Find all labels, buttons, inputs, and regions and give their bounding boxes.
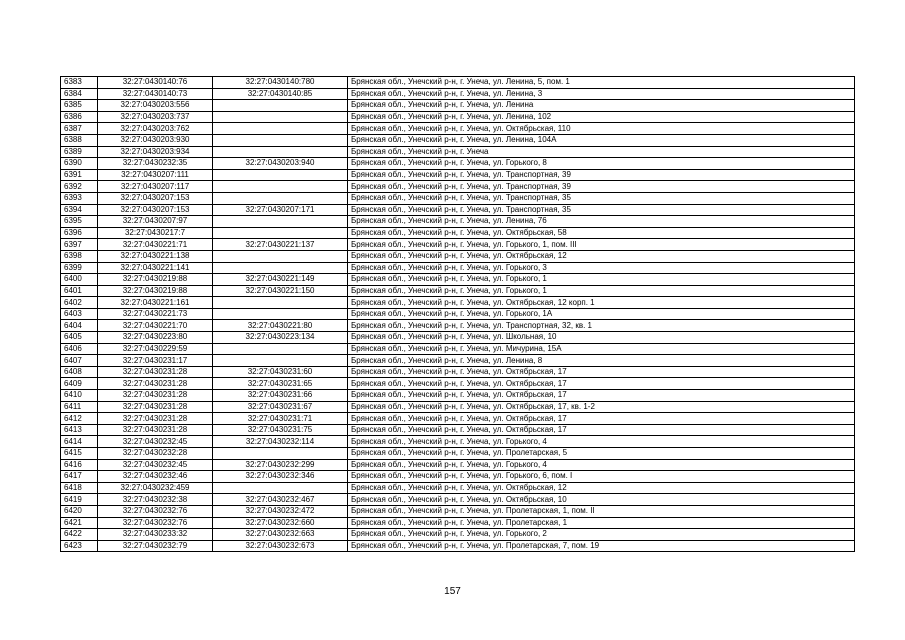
table-row	[61, 390, 855, 402]
address-cell: Брянская обл., Унечский р-н, г. Унеча, ул. Октябрьская, 12	[348, 250, 855, 262]
address-cell: Брянская обл., Унечский р-н, г. Унеча, ул. Октябрьская, 17	[348, 424, 855, 436]
cadastral-number-cell: 32:27:0430221:161	[98, 297, 213, 309]
cadastral-number-cell: 32:27:0430231:28	[98, 424, 213, 436]
table-row	[61, 505, 855, 517]
cadastral-number-cell: 32:27:0430231:28	[98, 413, 213, 425]
cadastral-number-cell: 32:27:0430207:153	[98, 192, 213, 204]
cadastral-number-cell: 32:27:0430231:28	[98, 378, 213, 390]
row-number-cell: 6410	[61, 390, 98, 402]
row-number-cell: 6384	[61, 88, 98, 100]
parent-cadastral-number-cell	[213, 216, 348, 228]
row-number-cell: 6412	[61, 413, 98, 425]
cadastral-number-cell: 32:27:0430232:76	[98, 517, 213, 529]
row-number-cell: 6389	[61, 146, 98, 158]
address-cell: Брянская обл., Унечский р-н, г. Унеча, ул. Пролетарская, 1	[348, 517, 855, 529]
address-cell: Брянская обл., Унечский р-н, г. Унеча, ул. Октябрьская, 12 корп. 1	[348, 297, 855, 309]
cadastral-number-cell: 32:27:0430203:930	[98, 134, 213, 146]
address-cell: Брянская обл., Унечский р-н, г. Унеча, ул. Горького, 1А	[348, 308, 855, 320]
parent-cadastral-number-cell: 32:27:0430231:71	[213, 413, 348, 425]
row-number-cell: 6388	[61, 134, 98, 146]
cadastral-number-cell: 32:27:0430232:45	[98, 459, 213, 471]
parent-cadastral-number-cell: 32:27:0430207:171	[213, 204, 348, 216]
cadastral-number-cell: 32:27:0430221:141	[98, 262, 213, 274]
address-cell: Брянская обл., Унечский р-н, г. Унеча, ул. Транспортная, 35	[348, 192, 855, 204]
row-number-cell: 6417	[61, 471, 98, 483]
table-row	[61, 285, 855, 297]
cadastral-number-cell: 32:27:0430232:28	[98, 448, 213, 460]
address-cell: Брянская обл., Унечский р-н, г. Унеча, ул. Ленина, 3	[348, 88, 855, 100]
row-number-cell: 6416	[61, 459, 98, 471]
row-number-cell: 6392	[61, 181, 98, 193]
table-row	[61, 100, 855, 112]
cadastral-number-cell: 32:27:0430232:76	[98, 505, 213, 517]
row-number-cell: 6400	[61, 274, 98, 286]
cadastral-number-cell: 32:27:0430221:71	[98, 239, 213, 251]
table-row	[61, 134, 855, 146]
table-row	[61, 482, 855, 494]
address-cell: Брянская обл., Унечский р-н, г. Унеча	[348, 146, 855, 158]
cadastral-number-cell: 32:27:0430140:76	[98, 77, 213, 89]
parent-cadastral-number-cell	[213, 111, 348, 123]
address-cell: Брянская обл., Унечский р-н, г. Унеча, ул. Октябрьская, 58	[348, 227, 855, 239]
table-row	[61, 250, 855, 262]
address-cell: Брянская обл., Унечский р-н, г. Унеча, ул. Мичурина, 15А	[348, 343, 855, 355]
parent-cadastral-number-cell: 32:27:0430232:114	[213, 436, 348, 448]
cadastral-number-cell: 32:27:0430232:45	[98, 436, 213, 448]
cadastral-number-cell: 32:27:0430232:46	[98, 471, 213, 483]
address-cell: Брянская обл., Унечский р-н, г. Унеча, ул. Октябрьская, 17	[348, 366, 855, 378]
row-number-cell: 6408	[61, 366, 98, 378]
row-number-cell: 6407	[61, 355, 98, 367]
parent-cadastral-number-cell: 32:27:0430231:66	[213, 390, 348, 402]
parent-cadastral-number-cell	[213, 308, 348, 320]
table-row	[61, 146, 855, 158]
row-number-cell: 6398	[61, 250, 98, 262]
parent-cadastral-number-cell	[213, 343, 348, 355]
table-row	[61, 308, 855, 320]
table-row	[61, 297, 855, 309]
row-number-cell: 6405	[61, 332, 98, 344]
address-cell: Брянская обл., Унечский р-н, г. Унеча, ул. Горького, 3	[348, 262, 855, 274]
parent-cadastral-number-cell: 32:27:0430221:149	[213, 274, 348, 286]
parent-cadastral-number-cell	[213, 192, 348, 204]
parent-cadastral-number-cell	[213, 146, 348, 158]
row-number-cell: 6394	[61, 204, 98, 216]
registry-table-body	[61, 77, 855, 552]
table-row	[61, 262, 855, 274]
cadastral-number-cell: 32:27:0430223:80	[98, 332, 213, 344]
parent-cadastral-number-cell	[213, 100, 348, 112]
table-row	[61, 355, 855, 367]
address-cell: Брянская обл., Унечский р-н, г. Унеча, ул. Горького, 8	[348, 158, 855, 170]
parent-cadastral-number-cell	[213, 227, 348, 239]
parent-cadastral-number-cell: 32:27:0430231:60	[213, 366, 348, 378]
address-cell: Брянская обл., Унечский р-н, г. Унеча, ул. Транспортная, 39	[348, 181, 855, 193]
cadastral-number-cell: 32:27:0430231:17	[98, 355, 213, 367]
row-number-cell: 6418	[61, 482, 98, 494]
table-row	[61, 366, 855, 378]
table-row	[61, 401, 855, 413]
table-row	[61, 436, 855, 448]
table-row	[61, 517, 855, 529]
row-number-cell: 6414	[61, 436, 98, 448]
parent-cadastral-number-cell	[213, 181, 348, 193]
address-cell: Брянская обл., Унечский р-н, г. Унеча, ул. Октябрьская, 17, кв. 1-2	[348, 401, 855, 413]
cadastral-number-cell: 32:27:0430219:88	[98, 274, 213, 286]
table-row	[61, 471, 855, 483]
table-row	[61, 216, 855, 228]
parent-cadastral-number-cell	[213, 134, 348, 146]
address-cell: Брянская обл., Унечский р-н, г. Унеча, ул. Горького, 1	[348, 285, 855, 297]
address-cell: Брянская обл., Унечский р-н, г. Унеча, ул. Октябрьская, 17	[348, 390, 855, 402]
table-row	[61, 274, 855, 286]
cadastral-number-cell: 32:27:0430217:7	[98, 227, 213, 239]
cadastral-number-cell: 32:27:0430229:59	[98, 343, 213, 355]
row-number-cell: 6420	[61, 505, 98, 517]
cadastral-number-cell: 32:27:0430232:459	[98, 482, 213, 494]
table-row	[61, 378, 855, 390]
parent-cadastral-number-cell: 32:27:0430232:467	[213, 494, 348, 506]
parent-cadastral-number-cell: 32:27:0430232:663	[213, 529, 348, 541]
parent-cadastral-number-cell: 32:27:0430223:134	[213, 332, 348, 344]
parent-cadastral-number-cell: 32:27:0430140:85	[213, 88, 348, 100]
row-number-cell: 6413	[61, 424, 98, 436]
row-number-cell: 6406	[61, 343, 98, 355]
table-row	[61, 448, 855, 460]
parent-cadastral-number-cell: 32:27:0430232:472	[213, 505, 348, 517]
table-row	[61, 529, 855, 541]
row-number-cell: 6409	[61, 378, 98, 390]
row-number-cell: 6397	[61, 239, 98, 251]
cadastral-number-cell: 32:27:0430221:70	[98, 320, 213, 332]
row-number-cell: 6419	[61, 494, 98, 506]
row-number-cell: 6386	[61, 111, 98, 123]
row-number-cell: 6421	[61, 517, 98, 529]
cadastral-number-cell: 32:27:0430203:737	[98, 111, 213, 123]
address-cell: Брянская обл., Унечский р-н, г. Унеча, ул. Пролетарская, 5	[348, 448, 855, 460]
row-number-cell: 6403	[61, 308, 98, 320]
cadastral-number-cell: 32:27:0430231:28	[98, 366, 213, 378]
cadastral-number-cell: 32:27:0430221:138	[98, 250, 213, 262]
address-cell: Брянская обл., Унечский р-н, г. Унеча, ул. Октябрьская, 10	[348, 494, 855, 506]
parent-cadastral-number-cell: 32:27:0430231:75	[213, 424, 348, 436]
address-cell: Брянская обл., Унечский р-н, г. Унеча, ул. Ленина, 76	[348, 216, 855, 228]
table-row	[61, 413, 855, 425]
address-cell: Брянская обл., Унечский р-н, г. Унеча, ул. Ленина	[348, 100, 855, 112]
row-number-cell: 6401	[61, 285, 98, 297]
row-number-cell: 6404	[61, 320, 98, 332]
row-number-cell: 6396	[61, 227, 98, 239]
table-row	[61, 204, 855, 216]
table-row	[61, 123, 855, 135]
cadastral-number-cell: 32:27:0430203:762	[98, 123, 213, 135]
cadastral-number-cell: 32:27:0430207:117	[98, 181, 213, 193]
parent-cadastral-number-cell	[213, 355, 348, 367]
address-cell: Брянская обл., Унечский р-н, г. Унеча, ул. Пролетарская, 1, пом. II	[348, 505, 855, 517]
address-cell: Брянская обл., Унечский р-н, г. Унеча, ул. Горького, 1	[348, 274, 855, 286]
parent-cadastral-number-cell: 32:27:0430231:67	[213, 401, 348, 413]
table-row	[61, 158, 855, 170]
page-number: 157	[444, 586, 461, 597]
address-cell: Брянская обл., Унечский р-н, г. Унеча, ул. Ленина, 5, пом. 1	[348, 77, 855, 89]
row-number-cell: 6387	[61, 123, 98, 135]
cadastral-number-cell: 32:27:0430203:934	[98, 146, 213, 158]
cadastral-number-cell: 32:27:0430231:28	[98, 401, 213, 413]
row-number-cell: 6399	[61, 262, 98, 274]
row-number-cell: 6383	[61, 77, 98, 89]
cadastral-number-cell: 32:27:0430232:38	[98, 494, 213, 506]
parent-cadastral-number-cell: 32:27:0430232:346	[213, 471, 348, 483]
cadastral-number-cell: 32:27:0430219:88	[98, 285, 213, 297]
parent-cadastral-number-cell: 32:27:0430232:299	[213, 459, 348, 471]
table-row	[61, 540, 855, 552]
parent-cadastral-number-cell: 32:27:0430221:150	[213, 285, 348, 297]
cadastral-number-cell: 32:27:0430207:111	[98, 169, 213, 181]
address-cell: Брянская обл., Унечский р-н, г. Унеча, ул. Октябрьская, 17	[348, 413, 855, 425]
address-cell: Брянская обл., Унечский р-н, г. Унеча, ул. Транспортная, 39	[348, 169, 855, 181]
cadastral-number-cell: 32:27:0430207:97	[98, 216, 213, 228]
table-row	[61, 424, 855, 436]
cadastral-number-cell: 32:27:0430207:153	[98, 204, 213, 216]
cadastral-number-cell: 32:27:0430203:556	[98, 100, 213, 112]
parent-cadastral-number-cell: 32:27:0430140:780	[213, 77, 348, 89]
table-row	[61, 227, 855, 239]
address-cell: Брянская обл., Унечский р-н, г. Унеча, ул. Транспортная, 35	[348, 204, 855, 216]
address-cell: Брянская обл., Унечский р-н, г. Унеча, ул. Горького, 1, пом. III	[348, 239, 855, 251]
parent-cadastral-number-cell	[213, 123, 348, 135]
table-row	[61, 332, 855, 344]
address-cell: Брянская обл., Унечский р-н, г. Унеча, ул. Октябрьская, 110	[348, 123, 855, 135]
address-cell: Брянская обл., Унечский р-н, г. Унеча, ул. Школьная, 10	[348, 332, 855, 344]
address-cell: Брянская обл., Унечский р-н, г. Унеча, ул. Ленина, 104А	[348, 134, 855, 146]
cadastral-registry-table	[60, 76, 855, 552]
cadastral-number-cell: 32:27:0430140:73	[98, 88, 213, 100]
cadastral-number-cell: 32:27:0430221:73	[98, 308, 213, 320]
address-cell: Брянская обл., Унечский р-н, г. Унеча, ул. Горького, 4	[348, 459, 855, 471]
table-row	[61, 77, 855, 89]
row-number-cell: 6423	[61, 540, 98, 552]
address-cell: Брянская обл., Унечский р-н, г. Унеча, ул. Ленина, 102	[348, 111, 855, 123]
parent-cadastral-number-cell: 32:27:0430203:940	[213, 158, 348, 170]
table-row	[61, 320, 855, 332]
table-row	[61, 494, 855, 506]
parent-cadastral-number-cell	[213, 297, 348, 309]
table-row	[61, 111, 855, 123]
address-cell: Брянская обл., Унечский р-н, г. Унеча, ул. Транспортная, 32, кв. 1	[348, 320, 855, 332]
row-number-cell: 6415	[61, 448, 98, 460]
table-row	[61, 181, 855, 193]
address-cell: Брянская обл., Унечский р-н, г. Унеча, ул. Горького, 4	[348, 436, 855, 448]
address-cell: Брянская обл., Унечский р-н, г. Унеча, ул. Ленина, 8	[348, 355, 855, 367]
table-row	[61, 343, 855, 355]
parent-cadastral-number-cell: 32:27:0430232:673	[213, 540, 348, 552]
address-cell: Брянская обл., Унечский р-н, г. Унеча, ул. Пролетарская, 7, пом. 19	[348, 540, 855, 552]
row-number-cell: 6395	[61, 216, 98, 228]
row-number-cell: 6393	[61, 192, 98, 204]
parent-cadastral-number-cell: 32:27:0430221:137	[213, 239, 348, 251]
cadastral-number-cell: 32:27:0430232:79	[98, 540, 213, 552]
address-cell: Брянская обл., Унечский р-н, г. Унеча, ул. Октябрьская, 12	[348, 482, 855, 494]
cadastral-number-cell: 32:27:0430233:32	[98, 529, 213, 541]
address-cell: Брянская обл., Унечский р-н, г. Унеча, ул. Горького, 2	[348, 529, 855, 541]
parent-cadastral-number-cell	[213, 169, 348, 181]
table-row	[61, 192, 855, 204]
parent-cadastral-number-cell: 32:27:0430232:660	[213, 517, 348, 529]
table-row	[61, 459, 855, 471]
parent-cadastral-number-cell: 32:27:0430231:65	[213, 378, 348, 390]
row-number-cell: 6422	[61, 529, 98, 541]
table-row	[61, 88, 855, 100]
parent-cadastral-number-cell	[213, 250, 348, 262]
parent-cadastral-number-cell	[213, 448, 348, 460]
row-number-cell: 6411	[61, 401, 98, 413]
cadastral-number-cell: 32:27:0430231:28	[98, 390, 213, 402]
table-row	[61, 169, 855, 181]
row-number-cell: 6390	[61, 158, 98, 170]
row-number-cell: 6391	[61, 169, 98, 181]
row-number-cell: 6385	[61, 100, 98, 112]
parent-cadastral-number-cell	[213, 482, 348, 494]
address-cell: Брянская обл., Унечский р-н, г. Унеча, ул. Октябрьская, 17	[348, 378, 855, 390]
parent-cadastral-number-cell	[213, 262, 348, 274]
parent-cadastral-number-cell: 32:27:0430221:80	[213, 320, 348, 332]
row-number-cell: 6402	[61, 297, 98, 309]
table-row	[61, 239, 855, 251]
address-cell: Брянская обл., Унечский р-н, г. Унеча, ул. Горького, 6, пом. I	[348, 471, 855, 483]
cadastral-number-cell: 32:27:0430232:35	[98, 158, 213, 170]
